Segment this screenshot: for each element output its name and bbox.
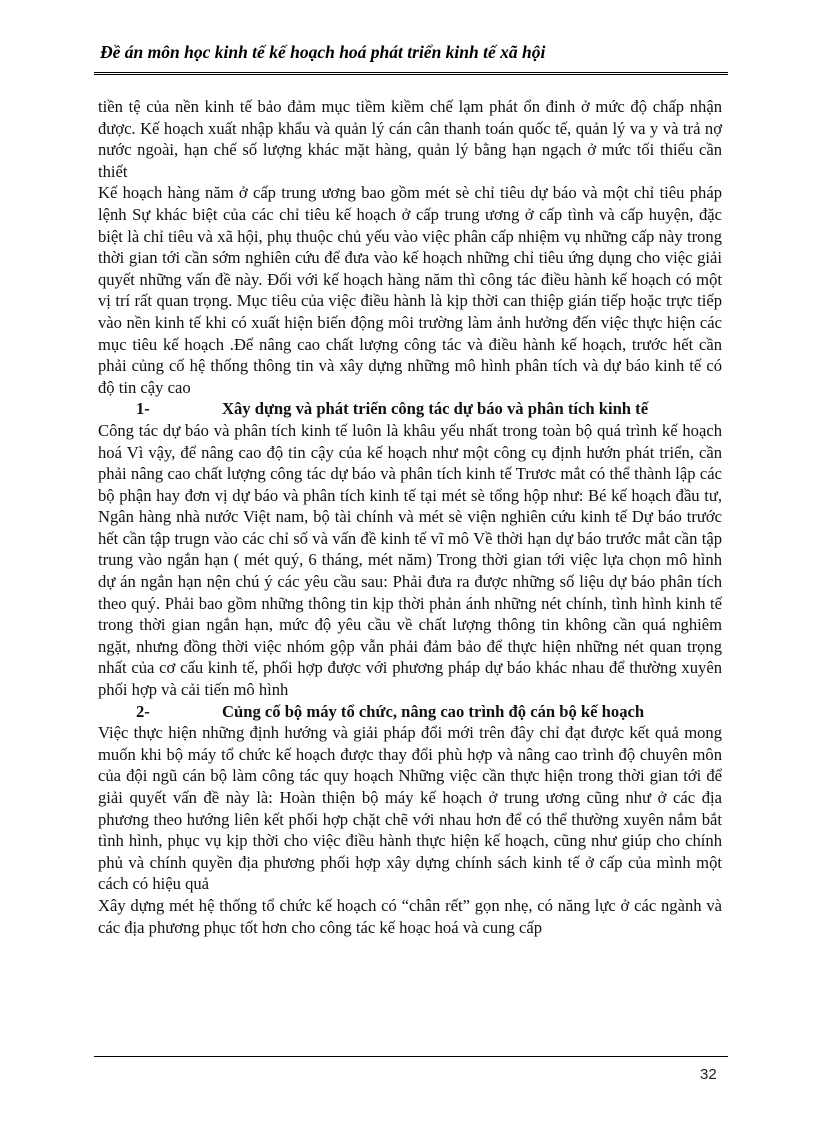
paragraph: Công tác dự báo và phân tích kinh tế luôn là khâu yếu nhất trong toàn bộ quá trình kế hoạch hoá Vì vậy, để nâng cao độ tin cậy của kế hoạch như một công cụ định hướn phát triển, cần phải nâng cao chất lượng công tác dự báo và phân tích kinh tế Trươc mắt có thể thành lập các bộ phận hay đơn vị dự báo và phân tích kinh tế tại mét sè tổng hộp như: Bé kế hoạch đầu tư, Ngân hàng nhà nước Việt nam, bộ tài chính và mét sè viện nghiên cứu kinh tế Dự báo trước hết cần tập trugn vào các chỉ số và vấn đề kinh tế vĩ mô Về thời hạn dự báo trước mắt cần tập trung vào ngắn hạn ( mét quý, 6 tháng, mét năm) Trong thời gian tới việc lựa chọn mô hình dự án ngắn hạn nện chú ý các yêu cầu sau: Phải đưa ra được những số liệu dự báo phân tích theo quý. Phải bao gồm những thông tin kịp thời phản ánh những nét chính, tình hình kinh tế trong thời gian ngắn hạn, mức độ yêu cầu về chất lượng thông tin không cần quá nghiêm ngặt, nhưng đồng thời việc nhóm gộp vẫn phải đảm bảo để thực hiện những nét quan trọng nhất của cơ cấu kinh tế, phối hợp được với phương pháp dự báo khác nhau để thường xuyên phối hợp và cải tiến mô hình xyxy=(98,420,722,700)
paragraph: Xây dựng mét hệ thống tổ chức kế hoạch có “chân rết” gọn nhẹ, có năng lực ở các ngành và các địa phương phục tốt hơn cho công tác kế hoạc hoá và cung cấp xyxy=(98,895,722,937)
section-heading-text: Xây dựng và phát triển công tác dự báo và phân tích kinh tế xyxy=(222,399,649,419)
section-heading xyxy=(98,701,722,723)
paragraph: tiền tệ của nền kinh tế bảo đảm mục tiềm kiềm chế lạm phát ổn đinh ở mức độ chấp nhận được. Kế hoạch xuất nhập khẩu và quản lý cán cân thanh toán quốc tế, quản lý va y và trả nợ nước ngoài, hạn chế số lượng khác mặt hàng, quản lý bằng hạn ngạch ở mức tối thiểu cần thiết xyxy=(98,97,722,181)
page-header xyxy=(94,38,728,75)
section-heading-number: 2- xyxy=(136,701,150,721)
paragraph: Việc thực hiện những định hướng và giải pháp đổi mới trên đây chỉ đạt được kết quả mong muốn khi bộ máy tổ chức kế hoạch được thay đổi phù hợp và nâng cao trình độ chuyên môn của đội ngũ cán bộ làm công tác quy hoạch Những việc cần thực hiện trong thời gian tới để giải quyết vấn đề này là: Hoàn thiện bộ máy kế hoạch ở trung ương cũng như ở các địa phương theo hướng liên kết phối hợp chặt chẽ với nhau hơn để có thể thường xuyên nắm bắt tình hình, phục vụ kịp thời cho việc điều hành thực hiện kế hoạch, cũng như giúp cho chính phủ và chính quyền địa phương phối hợp xây dựng chính sách kinh tế ở cấp của mình một cách có hiệu quả xyxy=(98,723,722,894)
page-number: 32 xyxy=(700,1066,717,1083)
section-heading-number: 1- xyxy=(136,399,150,419)
header-title: Đề án môn học kinh tế kế hoạch hoá phát triển kinh tế xã hội xyxy=(100,42,546,62)
body-text xyxy=(98,96,722,938)
section-heading-text: Củng cố bộ máy tổ chức, nâng cao trình độ cán bộ kế hoạch xyxy=(222,701,645,721)
footer-divider xyxy=(94,1056,728,1057)
paragraph: Kế hoạch hàng năm ở cấp trung ương bao gồm mét sè chỉ tiêu dự báo và một chỉ tiêu pháp lệnh Sự khác biệt của các chỉ tiêu kế hoạch ở cấp trung ương ở cấp tình và cấp huyện, đặc biệt là chỉ tiêu và xã hội, phụ thuộc chủ yếu vào việc phân cấp nhiệm vụ những cấp này trong thời gian tới cần sớm nghiên cứu để đưa vào kế hoạch những chỉ tiêu ứng dụng cho việc giải quyết những vấn đề này. Đối với kế hoạch hàng năm thì công tác điều hành kế hoạch có một vị trí rất quan trọng. Mục tiêu của việc điều hành là kịp thời can thiệp gián tiếp hoặc trực tiếp vào nền kinh tế khi có xuất hiện biến động môi trường làm ảnh hưởng đến việc thực hiện các mục tiêu kế hoạch .Để nâng cao chất lượng công tác và điều hành kế hoạch, trước hết cần phải củng cố hệ thống thông tin và xây dựng những mô hình phân tích và dự báo kinh tế có độ tin cậy cao xyxy=(98,183,722,397)
section-heading xyxy=(98,398,722,420)
